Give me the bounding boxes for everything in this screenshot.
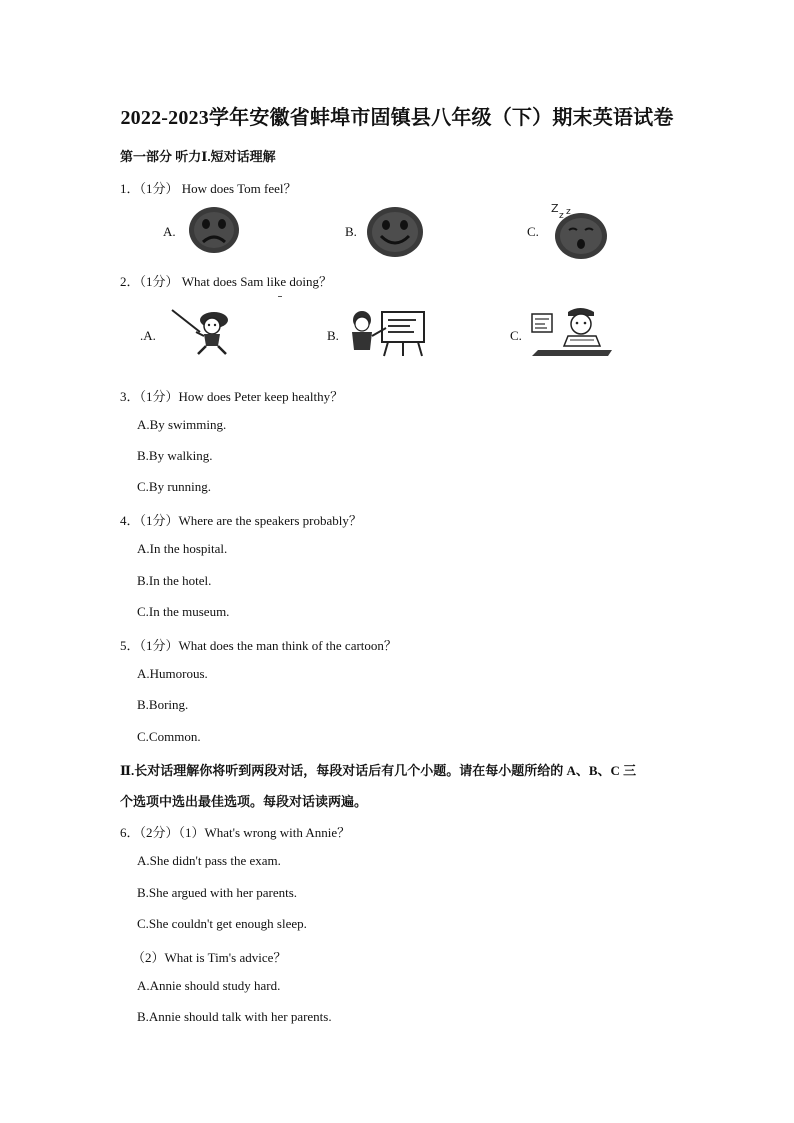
fishing-boy-icon (168, 306, 240, 363)
q3-option-c[interactable]: C.By running. (137, 479, 212, 494)
q6-option-b[interactable]: B.She argued with her parents. (137, 885, 298, 900)
q3-option-b[interactable]: B.By walking. (137, 448, 213, 463)
q2-option-c-label[interactable]: C. (510, 328, 522, 343)
q4-stem: 4．（1分）Where are the speakers probably？ (120, 513, 362, 528)
q3-option-a[interactable]: A.By swimming. (137, 417, 227, 432)
q6-sub2-option-a[interactable]: A.Annie should study hard. (137, 978, 281, 993)
svg-text:z: z (566, 207, 571, 217)
happy-face-icon (366, 206, 424, 263)
q6-sub2-stem: （2）What is Tim's advice？ (132, 950, 287, 965)
q6-option-a[interactable]: A.She didn't pass the exam. (137, 853, 281, 868)
q6-option-c[interactable]: C.She couldn't get enough sleep. (137, 916, 307, 931)
q1-option-c-label[interactable]: C. (527, 224, 539, 239)
part1-heading: 第一部分 听力Ⅰ.短对话理解 (120, 149, 276, 164)
q5-stem: 5．（1分）What does the man think of the cartoon？ (120, 638, 397, 653)
q6-sub2-option-b[interactable]: B.Annie should talk with her parents. (137, 1009, 332, 1024)
q5-option-c[interactable]: C.Common. (137, 729, 201, 744)
q3-stem: 3．（1分）How does Peter keep healthy？ (120, 389, 344, 404)
stray-mark (278, 296, 282, 297)
page-title: 2022-2023学年安徽省蚌埠市固镇县八年级（下）期末英语试卷 (120, 107, 674, 129)
q1-option-a-label[interactable]: A. (163, 224, 176, 239)
sad-face-icon (188, 206, 240, 259)
q4-option-c[interactable]: C.In the museum. (137, 604, 230, 619)
q2-stem: 2．（1分） What does Sam like doing？ (120, 274, 332, 289)
q2-option-a-label[interactable]: .A. (140, 328, 156, 343)
q1-option-b-label[interactable]: B. (345, 224, 357, 239)
part2-instructions-line2: 个选项中选出最佳选项。每段对话读两遍。 (120, 794, 368, 809)
reading-boy-icon (528, 304, 618, 365)
q4-option-b[interactable]: B.In the hotel. (137, 573, 212, 588)
q4-option-a[interactable]: A.In the hospital. (137, 541, 228, 556)
painting-boy-icon (348, 306, 430, 363)
sleepy-face-icon (549, 200, 609, 265)
q2-option-b-label[interactable]: B. (327, 328, 339, 343)
q5-option-b[interactable]: B.Boring. (137, 697, 189, 712)
part2-instructions-line1: Ⅱ.长对话理解你将听到两段对话，每段对话后有几个小题。请在每小题所给的 A、B、C 三 (120, 763, 637, 778)
svg-text:z: z (559, 211, 564, 221)
q6-stem: 6．（2分）（1）What's wrong with Annie？ (120, 825, 351, 840)
svg-text:Z: Z (551, 202, 559, 215)
q1-stem: 1．（1分） How does Tom feel？ (120, 181, 297, 196)
q5-option-a[interactable]: A.Humorous. (137, 666, 208, 681)
